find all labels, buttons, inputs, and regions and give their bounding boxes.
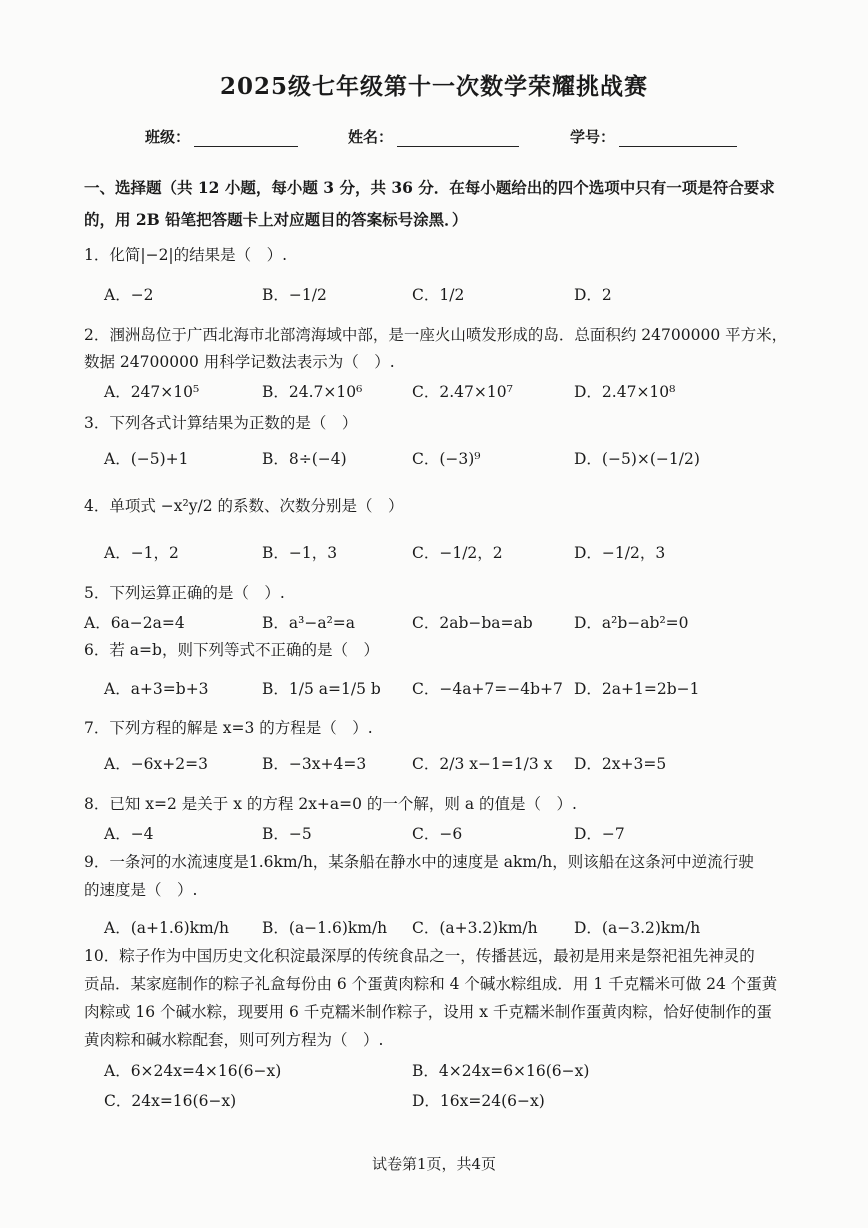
question-1: 1．化简|−2|的结果是（ ）. [84,246,288,264]
q1-option-b: B．−1/2 [262,286,327,304]
page-footer: 试卷第1页，共4页 [371,1155,497,1173]
question-8: 8．已知 x=2 是关于 x 的方程 2x+a=0 的一个解，则 a 的值是（ ）. [84,795,577,813]
q2-option-c: C．2.47×10⁷ [412,383,513,401]
question-2-line-1: 2．涠洲岛位于广西北海市北部湾海域中部，是一座火山喷发形成的岛．总面积约 24700000 平方米， [84,326,788,344]
q3-option-c: C．(−3)⁹ [412,450,481,468]
q1-option-a: A．−2 [104,286,154,304]
q7-option-b: B．−3x+4=3 [262,755,367,773]
name-blank [397,130,519,147]
q8-option-b: B．−5 [262,825,312,843]
question-10-line-1: 10．粽子作为中国历史文化积淀最深厚的传统食品之一，传播甚远，最初是用来是祭祀祖先神灵的 [84,947,755,965]
q3-option-d: D．(−5)×(−1/2) [574,450,700,468]
q6-option-c: C．−4a+7=−4b+7 [412,680,563,698]
question-9-line-2: 的速度是（ ）. [84,881,198,899]
q9-option-a: A．(a+1.6)km/h [104,919,229,937]
q9-option-c: C．(a+3.2)km/h [412,919,538,937]
id-blank [619,130,737,147]
q7-option-c: C．2/3 x−1=1/3 x [412,755,553,773]
question-5: 5．下列运算正确的是（ ）. [84,584,285,602]
q5-option-b: B．a³−a²=a [262,614,356,632]
q6-option-d: D．2a+1=2b−1 [574,680,700,698]
question-10-line-4: 黄肉粽和碱水粽配套，则可列方程为（ ）. [84,1031,384,1049]
q5-option-c: C．2ab−ba=ab [412,614,533,632]
q2-option-b: B．24.7×10⁶ [262,383,363,401]
question-10-line-3: 肉粽或 16 个碱水粽，现要用 6 千克糯米制作粽子，设用 x 千克糯米制作蛋黄肉粽，恰好使制作的蛋 [84,1003,772,1021]
name-field [348,126,519,147]
q10-option-a: A．6×24x=4×16(6−x) [104,1062,282,1080]
q3-option-b: B．8÷(−4) [262,450,347,468]
id-label: 学号： [570,128,616,146]
class-label: 班级： [145,128,191,146]
q4-option-a: A．−1，2 [104,544,179,562]
q6-option-b: B．1/5 a=1/5 b [262,680,381,698]
q9-option-b: B．(a−1.6)km/h [262,919,388,937]
question-4: 4．单项式 −x²y/2 的系数、次数分别是（ ） [84,497,404,515]
q5-option-a: A．6a−2a=4 [84,614,185,632]
q5-option-d: D．a²b−ab²=0 [574,614,689,632]
question-9-line-1: 9．一条河的水流速度是1.6km/h，某条船在静水中的速度是 akm/h，则该船在这条河中逆流行驶 [84,853,754,871]
section-heading: 一、选择题（共 12 小题，每小题 3 分，共 36 分．在每小题给出的四个选项中只有一项是符合要求 [84,178,775,197]
exam-title: 2025级七年级第十一次数学荣耀挑战赛 [219,73,648,100]
q3-option-a: A．(−5)+1 [104,450,189,468]
question-3: 3．下列各式计算结果为正数的是（ ） [84,414,358,432]
q6-option-a: A．a+3=b+3 [104,680,209,698]
q10-option-d: D．16x=24(6−x) [412,1092,545,1110]
q7-option-d: D．2x+3=5 [574,755,667,773]
question-2-line-2: 数据 24700000 用科学记数法表示为（ ）. [84,353,395,371]
q4-option-c: C．−1/2，2 [412,544,503,562]
name-label: 姓名： [348,128,394,146]
q8-option-d: D．−7 [574,825,625,843]
q8-option-c: C．−6 [412,825,463,843]
q2-option-a: A．247×10⁵ [104,383,200,401]
question-10-line-2: 贡品．某家庭制作的粽子礼盒每份由 6 个蛋黄肉粽和 4 个碱水粽组成．用 1 千克糯米可做 24 个蛋黄 [84,975,778,993]
class-blank [194,130,298,147]
class-field [145,126,298,147]
q7-option-a: A．−6x+2=3 [104,755,208,773]
question-7: 7．下列方程的解是 x=3 的方程是（ ）. [84,719,373,737]
question-6: 6．若 a=b，则下列等式不正确的是（ ） [84,641,379,659]
q1-option-c: C．1/2 [412,286,465,304]
id-field [570,126,737,147]
q9-option-d: D．(a−3.2)km/h [574,919,701,937]
q8-option-a: A．−4 [104,825,154,843]
q1-option-d: D．2 [574,286,612,304]
q10-option-b: B．4×24x=6×16(6−x) [412,1062,590,1080]
q2-option-d: D．2.47×10⁸ [574,383,676,401]
q10-option-c: C．24x=16(6−x) [104,1092,237,1110]
section-heading-cont: 的，用 2B 铅笔把答题卡上对应题目的答案标号涂黑．） [84,210,468,229]
q4-option-b: B．−1，3 [262,544,338,562]
q4-option-d: D．−1/2，3 [574,544,666,562]
